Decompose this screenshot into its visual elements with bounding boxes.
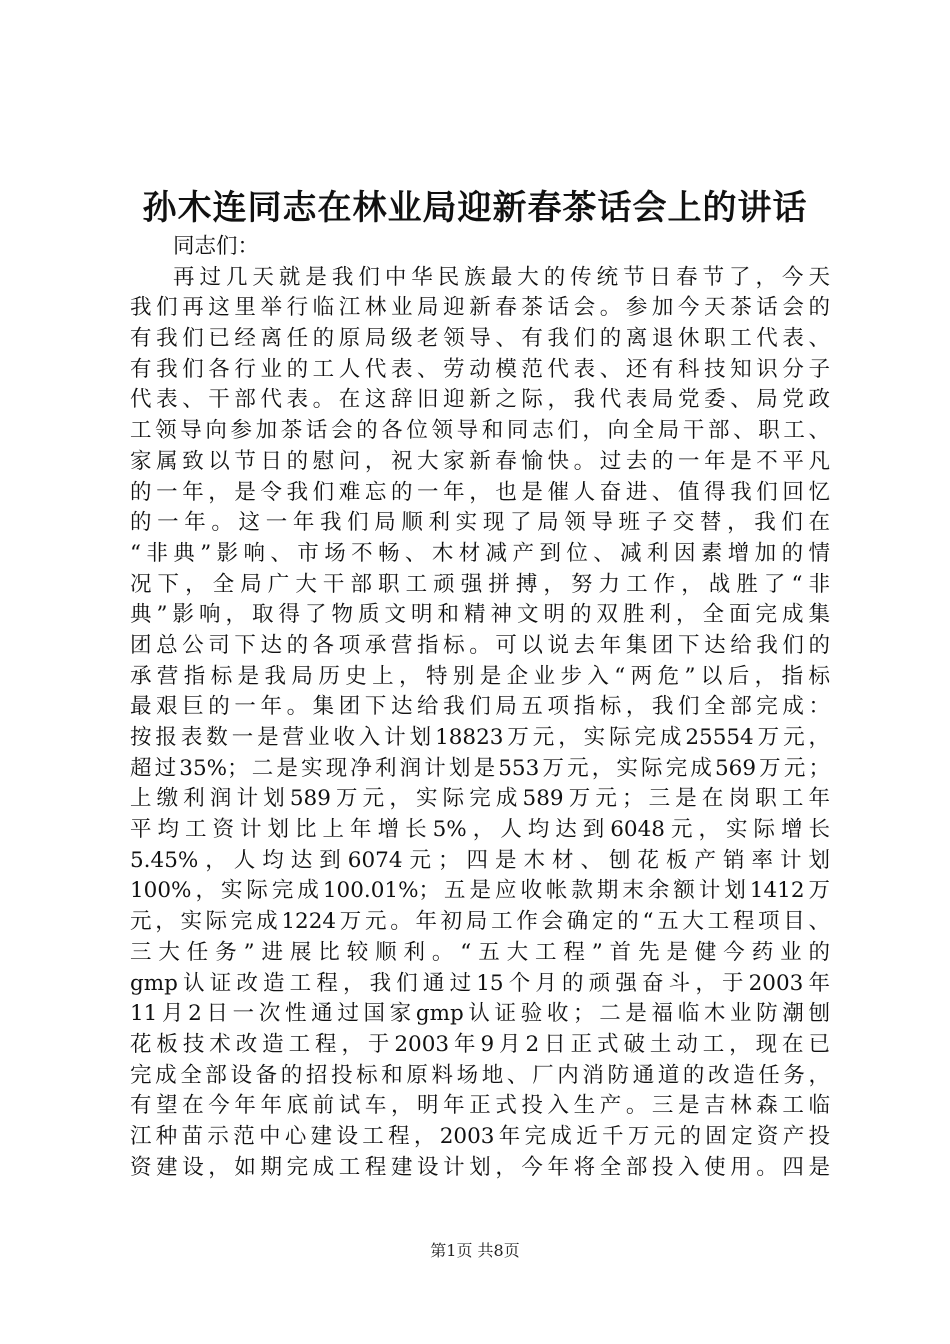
body-line: 有我们各行业的工人代表、劳动模范代表、还有科技知识分子 xyxy=(130,356,830,382)
body-line: 超过35%；二是实现净利润计划是553万元，实际完成569万元； xyxy=(130,755,830,781)
body-line: 三大任务”进展比较顺利。“五大工程”首先是健今药业的 xyxy=(130,939,830,965)
body-line: 最艰巨的一年。集团下达给我们局五项指标，我们全部完成： xyxy=(130,694,830,720)
body-line: 花板技术改造工程，于2003年9月2日正式破土动工，现在已 xyxy=(130,1031,830,1057)
body-line: 况下，全局广大干部职工顽强拼搏，努力工作，战胜了“非 xyxy=(130,571,830,597)
body-line: 团总公司下达的各项承营指标。可以说去年集团下达给我们的 xyxy=(130,632,830,658)
body-line: 代表、干部代表。在这辞旧迎新之际，我代表局党委、局党政 xyxy=(130,387,830,413)
salutation: 同志们： xyxy=(173,234,260,259)
body-line: 有我们已经离任的原局级老领导、有我们的离退休职工代表、 xyxy=(130,326,830,352)
body-line: 的一年。这一年我们局顺利实现了局领导班子交替，我们在 xyxy=(130,510,830,536)
body-line: 我们再这里举行临江林业局迎新春茶话会。参加今天茶话会的 xyxy=(130,295,830,321)
body-line: 平均工资计划比上年增长5%，人均达到6048元，实际增长 xyxy=(130,817,830,843)
body-line: gmp认证改造工程，我们通过15个月的顽强奋斗，于2003年 xyxy=(130,970,830,996)
body-line: “非典”影响、市场不畅、木材减产到位、减利因素增加的情 xyxy=(130,540,830,566)
body-line: 11月2日一次性通过国家gmp认证验收；二是福临木业防潮刨 xyxy=(130,1001,830,1027)
body-line: 资建设，如期完成工程建设计划，今年将全部投入使用。四是 xyxy=(130,1154,830,1180)
body-line: 承营指标是我局历史上，特别是企业步入“两危”以后，指标 xyxy=(130,663,830,689)
body-line: 100%，实际完成100.01%；五是应收帐款期末余额计划1412万 xyxy=(130,878,830,904)
body-line: 完成全部设备的招投标和原料场地、厂内消防通道的改造任务， xyxy=(130,1062,830,1088)
body-line: 江种苗示范中心建设工程，2003年完成近千万元的固定资产投 xyxy=(130,1123,830,1149)
body-line: 上缴利润计划589万元，实际完成589万元；三是在岗职工年 xyxy=(130,786,830,812)
body-line: 5.45%，人均达到6074元；四是木材、刨花板产销率计划 xyxy=(130,847,830,873)
document-title: 孙木连同志在林业局迎新春茶话会上的讲话 xyxy=(142,188,808,228)
body-line: 按报表数一是营业收入计划18823万元，实际完成25554万元， xyxy=(130,725,830,750)
body-line: 元，实际完成1224万元。年初局工作会确定的“五大工程项目、 xyxy=(130,909,830,935)
body-line: 家属致以节日的慰问，祝大家新春愉快。过去的一年是不平凡 xyxy=(130,448,830,474)
body-line: 典”影响，取得了物质文明和精神文明的双胜利，全面完成集 xyxy=(130,602,830,628)
body-line: 的一年，是令我们难忘的一年，也是催人奋进、值得我们回忆 xyxy=(130,479,830,505)
page-footer: 第1页 共8页 xyxy=(430,1241,520,1260)
body-line: 有望在今年年底前试车，明年正式投入生产。三是吉林森工临 xyxy=(130,1093,830,1119)
body-line: 工领导向参加茶话会的各位领导和同志们，向全局干部、职工、 xyxy=(130,418,830,444)
document-body xyxy=(130,232,830,1183)
body-line: 再过几天就是我们中华民族最大的传统节日春节了，今天 xyxy=(173,264,830,290)
